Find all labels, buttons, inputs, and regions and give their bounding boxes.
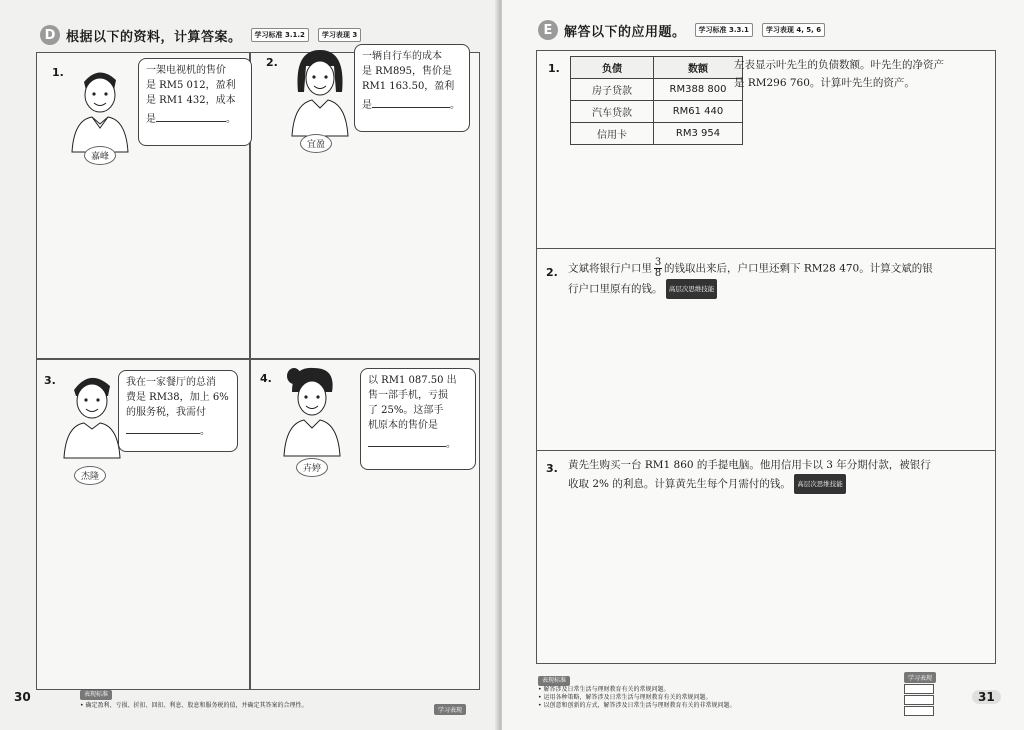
table-cell: 汽车贷款: [571, 101, 654, 123]
footer-text: 确定盈利、亏损、折扣、回扣、利息、股息和服务税的值，并确定其答案的合理性。: [85, 702, 308, 709]
question-line: 左表显示叶先生的负债数额。叶先生的净资产: [734, 59, 944, 71]
girl-illustration: [276, 362, 346, 462]
girl-illustration: [284, 44, 354, 144]
table-header: 数额: [654, 57, 743, 79]
checkbox[interactable]: [904, 684, 934, 694]
question-number: 2.: [266, 56, 278, 69]
footer-line: 解答涉及日常生活与理财教育有关的常规问题。: [543, 686, 670, 693]
section-d-header: [40, 25, 361, 45]
question-number: 2.: [546, 266, 558, 279]
left-page: [0, 0, 500, 730]
name-label: 嘉峰: [84, 146, 116, 165]
checkbox[interactable]: [904, 706, 934, 716]
table-cell: 房子贷款: [571, 79, 654, 101]
page-number: 30: [14, 690, 31, 704]
footer-label: 表现标准: [80, 690, 112, 700]
question-number: 1.: [548, 62, 560, 75]
question-line: 收取 2% 的利息。计算黄先生每个月需付的钱。: [568, 478, 791, 490]
learning-performance-tag: 学习表现 3: [318, 28, 361, 42]
question-number: 1.: [52, 66, 64, 79]
footer-label: 表现标准: [538, 676, 570, 686]
answer-blank[interactable]: [368, 436, 446, 447]
fraction: [654, 258, 662, 279]
question-number: 3.: [44, 374, 56, 387]
hots-tag: 高层次思维技能: [666, 279, 718, 299]
learning-performance-tag: 学习表现 4, 5, 6: [762, 23, 825, 37]
bubble-line: 是 RM895，售价是: [362, 66, 453, 77]
question-line: 行户口里原有的钱。: [568, 283, 663, 295]
footer-line: 以创意和创新的方式，解答涉及日常生活与理财教育有关的非常规问题。: [543, 702, 736, 709]
bubble-line: 是 RM1 432，成本: [146, 95, 236, 106]
footer-tag: 学习表现: [904, 672, 936, 683]
bubble-line: 我在一家餐厅的总消: [126, 377, 216, 388]
left-footer: 表现标准 • 确定盈利、亏损、折扣、回扣、利息、股息和服务税的值，并确定其答案的合理性。: [80, 691, 308, 709]
table-cell: RM3 954: [654, 123, 743, 145]
question-1-text: [734, 56, 984, 92]
question-number: 3.: [546, 462, 558, 475]
table-header: 负债: [571, 57, 654, 79]
bubble-line: 的服务税，我需付: [126, 407, 206, 418]
footer-line: 运用各种策略，解答涉及日常生活与理财教育有关的常规问题。: [543, 694, 712, 701]
bubble-line: RM1 163.50，盈利: [362, 81, 455, 92]
speech-bubble: 一架电视机的售价 是 RM5 012，盈利 是 RM1 432，成本 是 。: [138, 58, 252, 146]
section-letter: E: [538, 20, 558, 40]
answer-blank[interactable]: [126, 423, 200, 434]
name-label: 宜盈: [300, 134, 332, 153]
table-row: [571, 123, 743, 145]
bubble-line: 以 RM1 087.50 出: [368, 375, 457, 386]
answer-blank[interactable]: [372, 97, 450, 108]
debt-table: [570, 56, 743, 145]
section-e-header: [538, 20, 825, 40]
section-letter: D: [40, 25, 60, 45]
fraction-numerator: 3: [654, 257, 662, 268]
hots-tag: 高层次思维技能: [794, 474, 846, 494]
boy-illustration: [56, 366, 126, 466]
section-title: 解答以下的应用题。: [564, 24, 686, 40]
section-title: 根据以下的资料，计算答案。: [66, 29, 242, 45]
bubble-line: 售一部手机，亏损: [368, 390, 448, 401]
speech-bubble: 我在一家餐厅的总消 费是 RM38，加上 6% 的服务税，我需付 。: [118, 370, 238, 452]
learning-standard-tag: 学习标准 3.1.2: [251, 28, 309, 42]
table-header-row: [571, 57, 743, 79]
question-line: 是 RM296 760。计算叶先生的资产。: [734, 77, 915, 89]
question-3-text: [568, 456, 988, 494]
checkbox[interactable]: [904, 695, 934, 705]
speech-bubble: 一辆自行车的成本 是 RM895，售价是 RM1 163.50，盈利 是 。: [354, 44, 470, 132]
speech-bubble: 以 RM1 087.50 出 售一部手机，亏损 了 25%。这部手 机原本的售价是 。: [360, 368, 476, 470]
name-label: 杰隆: [74, 466, 106, 485]
bubble-line: 费是 RM38，加上 6%: [126, 392, 229, 403]
right-footer: 表现标准 • 解答涉及日常生活与理财教育有关的常规问题。 • 运用各种策略，解答涉及日常生活与理财教育有关的常规问题。 • 以创意和创新的方式，解答涉及日常生活与理财教育有关的非常规问题。: [538, 677, 736, 709]
bubble-line: 一辆自行车的成本: [362, 51, 442, 62]
question-line: 的钱取出来后，户口里还剩下 RM28 470。计算文斌的银: [664, 262, 933, 275]
page-number: 31: [972, 690, 1001, 704]
answer-blank[interactable]: [156, 111, 226, 122]
bubble-line: 是: [362, 100, 372, 111]
question-2-text: [568, 258, 988, 299]
bubble-line: 是: [146, 114, 156, 125]
question-line: 黄先生购买一台 RM1 860 的手提电脑。他用信用卡以 3 年分期付款，被银行: [568, 459, 931, 471]
fraction-denominator: 8: [654, 268, 662, 279]
bubble-line: 是 RM5 012，盈利: [146, 80, 236, 91]
bubble-line: 机原本的售价是: [368, 420, 438, 431]
table-row: [571, 79, 743, 101]
table-cell: RM388 800: [654, 79, 743, 101]
bubble-line: 了 25%。这部手: [368, 405, 444, 416]
table-cell: 信用卡: [571, 123, 654, 145]
table-cell: RM61 440: [654, 101, 743, 123]
name-label: 卉婷: [296, 458, 328, 477]
performance-checkboxes: [904, 684, 934, 716]
footer-tag: 学习表现: [434, 704, 466, 715]
bubble-line: 一架电视机的售价: [146, 65, 226, 76]
table-row: [571, 101, 743, 123]
learning-standard-tag: 学习标准 3.3.1: [695, 23, 753, 37]
question-line: 文斌将银行户口里: [568, 262, 652, 275]
question-number: 4.: [260, 372, 272, 385]
